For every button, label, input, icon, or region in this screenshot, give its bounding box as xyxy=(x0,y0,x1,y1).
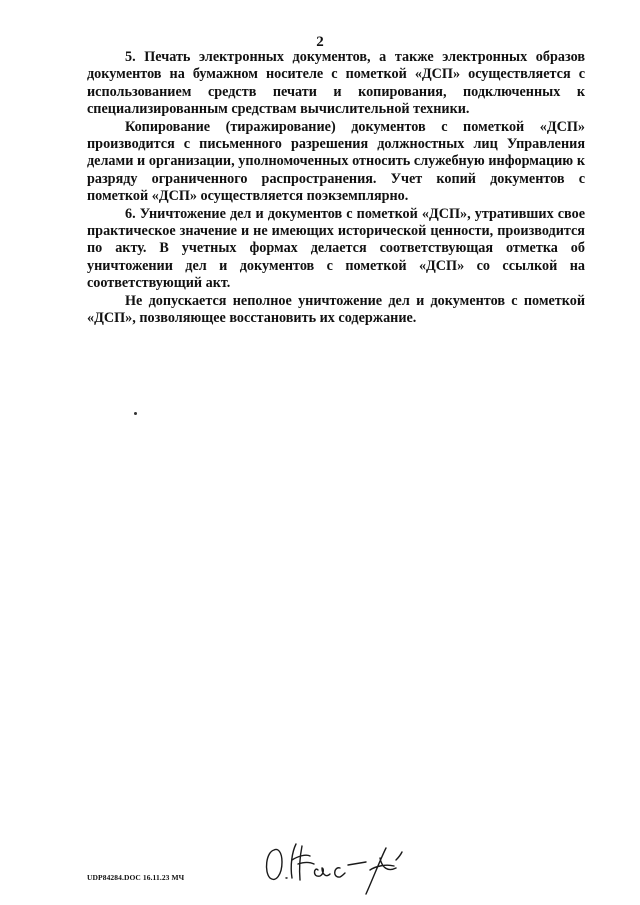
paragraph-partial-destruction: Не допускается неполное уничтожение дел и документов с пометкой «ДСП», позволяющее восстановить их содержание. xyxy=(87,292,585,327)
page-number: 2 xyxy=(316,34,324,50)
footer-document-code: UDP84284.DOC 16.11.23 МЧ xyxy=(87,873,185,882)
paragraph-copying: Копирование (тиражирование) документов с пометкой «ДСП» производится с письменного разрешения должностных лиц Управления делами и организации, уполномоченных относить служебную информацию к разряду ограниченного распространения. Учет копий документов с пометкой «ДСП» осуществляется поэкземплярно. xyxy=(87,118,585,205)
paragraph-destruction: 6. Уничтожение дел и документов с пометкой «ДСП», утративших свое практическое значение и не имеющих исторической ценности, производится по акту. В учетных формах делается соответствующая отметка об уничтожении дел и документов с пометкой «ДСП» со ссылкой на соответствующий акт. xyxy=(87,205,585,292)
document-body xyxy=(87,49,585,328)
handwritten-signature xyxy=(262,838,422,898)
paragraph-printing: 5. Печать электронных документов, а также электронных образов документов на бумажном носителе с пометкой «ДСП» осуществляется с использованием средств печати и копирования, подключенных к специализированным средствам вычислительной техники. xyxy=(87,49,585,118)
stray-mark xyxy=(134,412,137,415)
